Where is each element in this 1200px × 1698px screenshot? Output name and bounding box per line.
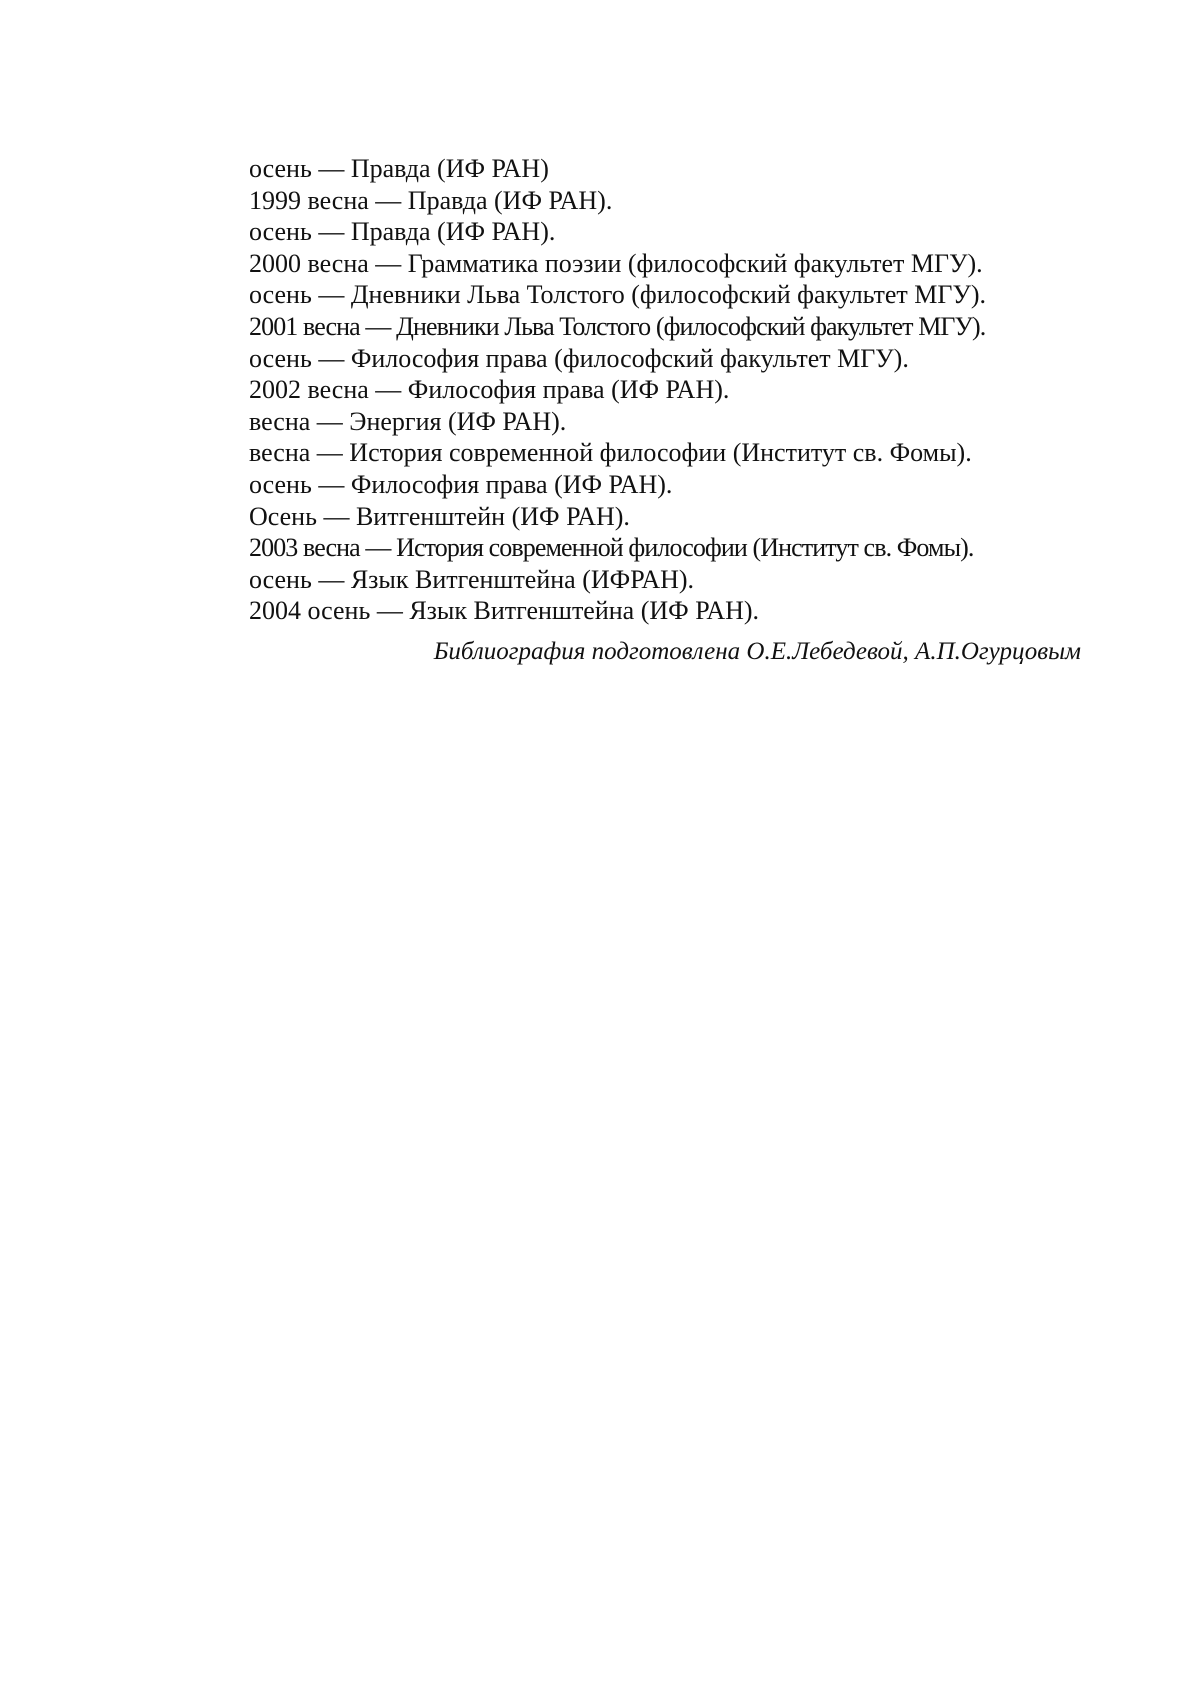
list-item: Осень — Витгенштейн (ИФ РАН).	[249, 501, 630, 531]
list-item: осень — Философия права (философский факультет МГУ).	[249, 343, 909, 373]
list-item: осень — Правда (ИФ РАН)	[249, 154, 549, 183]
bibliography-signature: Библиография подготовлена О.Е.Лебедевой, А.П.Огурцовым	[433, 637, 1081, 665]
list-item: 1999 весна — Правда (ИФ РАН).	[249, 185, 613, 215]
list-item: 2000 весна — Грамматика поэзии (философский факультет МГУ).	[249, 248, 983, 278]
list-item: 2001 весна — Дневники Льва Толстого (философский факультет МГУ).	[249, 311, 986, 341]
bibliography-list	[249, 153, 1089, 667]
list-item: осень — Дневники Льва Толстого (философский факультет МГУ).	[249, 280, 987, 310]
list-item: 2003 весна — История современной философии (Институт св. Фомы).	[249, 533, 974, 563]
list-item: осень — Философия права (ИФ РАН).	[249, 469, 673, 499]
list-item: осень — Правда (ИФ РАН).	[249, 217, 556, 247]
list-item: 2002 весна — Философия права (ИФ РАН).	[249, 375, 730, 405]
list-item: 2004 осень — Язык Витгенштейна (ИФ РАН).	[249, 596, 760, 626]
list-item: осень — Язык Витгенштейна (ИФРАН).	[249, 564, 695, 594]
list-item: весна — Энергия (ИФ РАН).	[249, 406, 567, 436]
list-item: весна — История современной философии (Институт св. Фомы).	[249, 438, 972, 468]
